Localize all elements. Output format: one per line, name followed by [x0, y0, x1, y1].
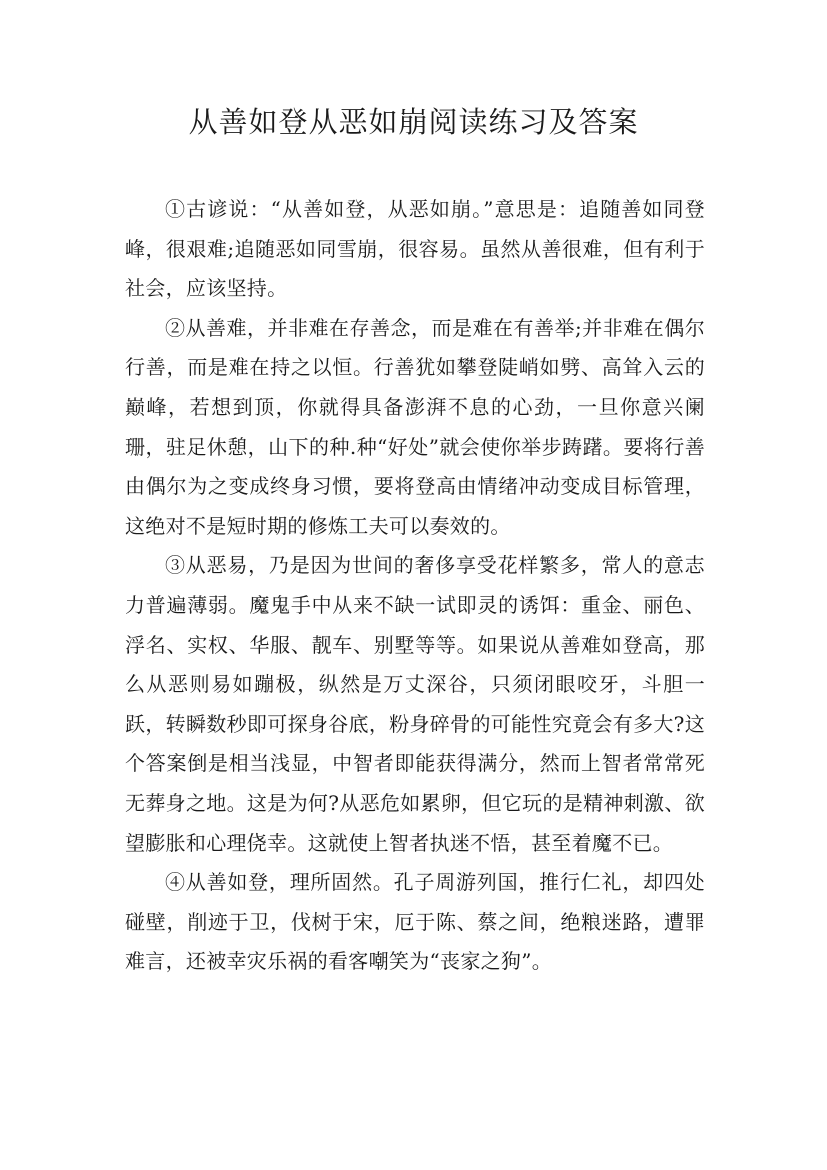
- paragraph-1: ①古谚说：“从善如登，从恶如崩。”意思是：追随善如同登峰，很艰难;追随恶如同雪崩，很容易。虽然从善很难，但有利于社会，应该坚持。: [125, 197, 705, 301]
- document-body: [125, 190, 705, 982]
- paragraph-3: ③从恶易，乃是因为世间的奢侈享受花样繁多，常人的意志力普遍薄弱。魔鬼手中从来不缺一试即灵的诱饵：重金、丽色、浮名、实权、华服、靓车、别墅等等。如果说从善难如登高，那么从恶则易如蹦极，纵然是万丈深谷，只须闭眼咬牙，斗胆一跃，转瞬数秒即可探身谷底，粉身碎骨的可能性究竟会有多大?这个答案倒是相当浅显，中智者即能获得满分，然而上智者常常死无葬身之地。这是为何?从恶危如累卵，但它玩的是精神刺激、欲望膨胀和心理侥幸。这就使上智者执迷不悟，甚至着魔不已。: [125, 553, 705, 855]
- paragraph-2: ②从善难，并非难在存善念，而是难在有善举;并非难在偶尔行善，而是难在持之以恒。行善犹如攀登陡峭如劈、高耸入云的巅峰，若想到顶，你就得具备澎湃不息的心劲，一旦你意兴阑珊，驻足休憩，山下的种.种“好处”就会使你举步踌躇。要将行善由偶尔为之变成终身习惯，要将登高由情绪冲动变成目标管理，这绝对不是短时期的修炼工夫可以奏效的。: [125, 315, 705, 538]
- paragraph-4: ④从善如登，理所固然。孔子周游列国，推行仁礼，却四处碰壁，削迹于卫，伐树于宋，厄于陈、蔡之间，绝粮迷路，遭罪难言，还被幸灾乐祸的看客嘲笑为“丧家之狗”。: [125, 870, 705, 974]
- document-title: 从善如登从恶如崩阅读练习及答案: [188, 105, 639, 139]
